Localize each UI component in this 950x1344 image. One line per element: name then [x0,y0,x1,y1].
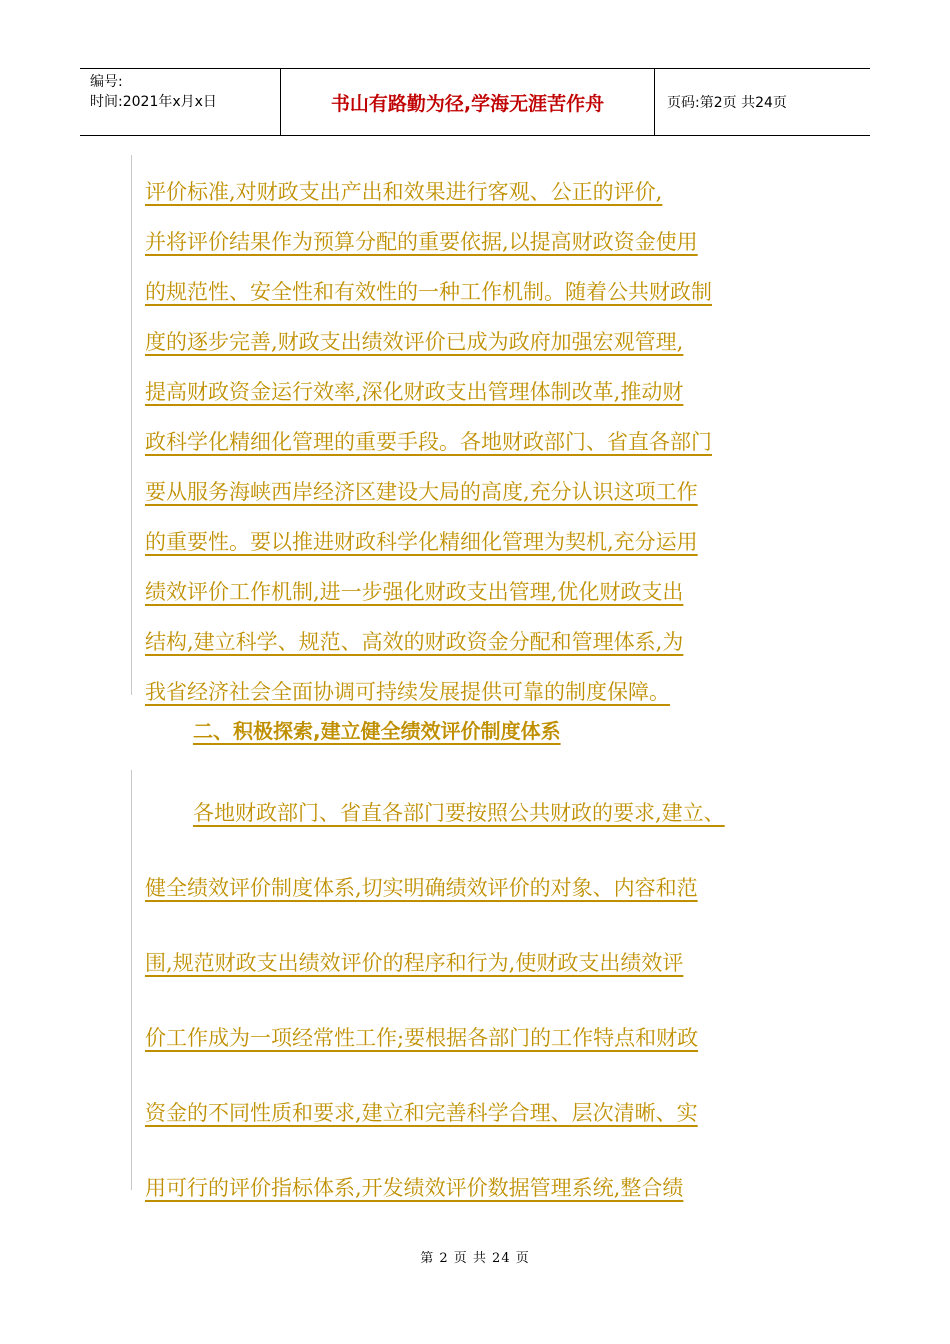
paragraph-1 [145,167,712,717]
text-line: 价工作成为一项经常性工作;要根据各部门的工作特点和财政 [145,1026,699,1050]
margin-marker [131,770,132,1190]
margin-marker [131,155,132,695]
text-line: 资金的不同性质和要求,建立和完善科学合理、层次清晰、实 [145,1101,698,1125]
text-line: 围,规范财政支出绩效评价的程序和行为,使财政支出绩效评 [145,951,684,975]
text-line: 提高财政资金运行效率,深化财政支出管理体制改革,推动财 [145,380,684,404]
header-motto-cell [281,69,655,135]
header-page-cell [655,69,870,135]
text-line: 的重要性。要以推进财政科学化精细化管理为契机,充分运用 [145,530,698,554]
text-line: 评价标准,对财政支出产出和效果进行客观、公正的评价, [145,180,663,204]
text-line: 用可行的评价指标体系,开发绩效评价数据管理系统,整合绩 [145,1176,684,1200]
document-header-table [80,68,870,136]
header-motto: 书山有路勤为径,学海无涯苦作舟 [330,92,605,115]
section-heading: 二、积极探索,建立健全绩效评价制度体系 [193,719,561,743]
document-number-label: 编号: [90,74,123,90]
text-line: 政科学化精细化管理的重要手段。各地财政部门、省直各部门 [145,430,712,454]
text-line: 结构,建立科学、规范、高效的财政资金分配和管理体系,为 [145,630,684,654]
text-line: 绩效评价工作机制,进一步强化财政支出管理,优化财政支出 [145,580,684,604]
paragraph-2 [145,776,725,1226]
document-date: 时间:2021年x月x日 [90,94,217,110]
text-line: 我省经济社会全面协调可持续发展提供可靠的制度保障。 [145,680,670,704]
header-page-info: 页码:第2页 共24页 [667,95,787,111]
text-line: 度的逐步完善,财政支出绩效评价已成为政府加强宏观管理, [145,330,684,354]
text-line: 的规范性、安全性和有效性的一种工作机制。随着公共财政制 [145,280,712,304]
page-footer: 第 2 页 共 24 页 [420,1251,530,1266]
text-line: 并将评价结果作为预算分配的重要依据,以提高财政资金使用 [145,230,698,254]
text-line: 健全绩效评价制度体系,切实明确绩效评价的对象、内容和范 [145,876,698,900]
header-meta-cell [80,69,281,135]
text-line: 要从服务海峡西岸经济区建设大局的高度,充分认识这项工作 [145,480,698,504]
text-line: 各地财政部门、省直各部门要按照公共财政的要求,建立、 [193,801,725,825]
